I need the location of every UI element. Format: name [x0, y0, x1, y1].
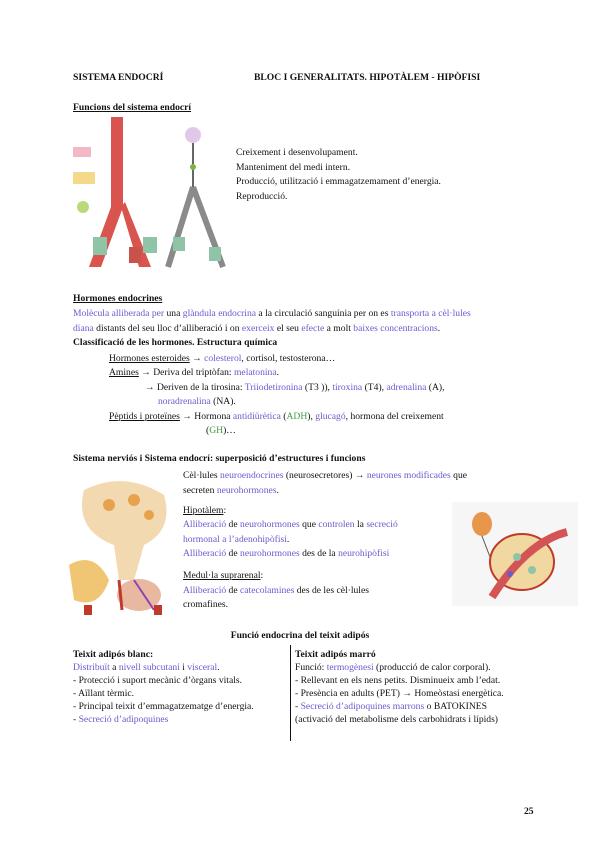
- white-adipose-line4: - Principal teixit d’emmagatzematge d’energia.: [73, 701, 254, 712]
- hypothalamus-line2: hormonal a l’adenohipòfisi.: [183, 534, 290, 545]
- function-item: Manteniment del medi intern.: [236, 162, 351, 173]
- hypothalamus-figure: [64, 470, 178, 618]
- hormone-definition-line2: diana distants del seu lloc d’alliberació i on exerceix el seu efecte a molt baixes concentracions.: [73, 323, 441, 334]
- amines-line3: noradrenalina (NA).: [158, 396, 236, 407]
- white-adipose-line1: Distribuït a nivell subcutani i visceral.: [73, 662, 220, 673]
- adrenal-medulla-line1: Alliberació de catecolamines des de les cèl·lules: [183, 585, 369, 596]
- white-adipose-title: Teixit adipós blanc:: [73, 649, 154, 660]
- endocrine-nervous-figure: [73, 117, 235, 272]
- white-adipose-line5: - Secreció d’adipoquines: [73, 714, 169, 725]
- function-item: Producció, utilització i emmagatzemament d’energia.: [236, 176, 441, 187]
- brown-adipose-line1: Funció: termogènesi (producció de calor corporal).: [295, 662, 491, 673]
- white-adipose-line2: - Protecció i suport mecànic d’òrgans vitals.: [73, 675, 243, 686]
- page-number: 25: [524, 806, 534, 817]
- neuroendocrine-line2: secreten neurohormones.: [183, 485, 279, 496]
- function-item: Creixement i desenvolupament.: [236, 147, 358, 158]
- amines-line2: → Deriven de la tirosina: Triiodetironina (T3 )), tiroxina (T4), adrenalina (A),: [145, 382, 445, 393]
- white-adipose-line3: - Aïllant tèrmic.: [73, 688, 135, 699]
- function-item: Reproducció.: [236, 191, 288, 202]
- hormone-definition-line1: Molècula alliberada per una glàndula endocrina a la circulació sanguínia per on es transporta a cèl·lules: [73, 308, 471, 319]
- peptides-line: Pèptids i proteïnes → Hormona antidiürètica (ADH), glucagó, hormona del creixement: [109, 411, 444, 422]
- peptides-line2: (GH)…: [206, 425, 236, 436]
- amines-line: Amines → Deriva del triptòfan: melatonina.: [109, 367, 279, 378]
- brown-adipose-title: Teixit adipós marró: [295, 649, 376, 660]
- adrenal-medulla-title: Medul·la suprarenal:: [183, 570, 264, 581]
- steroids-line: Hormones esteroides → colesterol, cortisol, testosterona…: [109, 353, 336, 364]
- brown-adipose-line2: - Rellevant en els nens petits. Disminueix amb l’edat.: [295, 675, 501, 686]
- hypothalamus-line1: Alliberació de neurohormones que controlen la secreció: [183, 519, 398, 530]
- brown-adipose-line5: (activació del metabolisme dels carbohidrats i lípids): [295, 714, 499, 725]
- section3-title: Sistema nerviós i Sistema endocrí: superposició d’estructures i funcions: [73, 453, 366, 464]
- column-divider: [290, 645, 291, 741]
- header-left: SISTEMA ENDOCRÍ: [73, 72, 164, 83]
- adrenal-medulla-line2: cromafines.: [183, 599, 229, 610]
- brown-adipose-line3: - Presència en adults (PET) → Homeòstasi energètica.: [295, 688, 504, 699]
- hypothalamus-line3: Alliberació de neurohormones des de la neurohipòfisi: [183, 548, 390, 559]
- brown-adipose-line4: - Secreció d’adipoquines marrons o BATOKINES: [295, 701, 487, 712]
- classification-title: Classificació de les hormones. Estructura química: [73, 337, 278, 348]
- adrenal-figure: [452, 502, 578, 606]
- section1-title: Funcions del sistema endocrí: [73, 102, 192, 113]
- header-right: BLOC I GENERALITATS. HIPOTÀLEM - HIPÒFISI: [254, 72, 481, 83]
- neuroendocrine-line1: Cèl·lules neuroendocrines (neurosecretores) → neurones modificades que: [183, 470, 468, 481]
- section2-title: Hormones endocrines: [73, 293, 163, 304]
- section4-title: Funció endocrina del teixit adipós: [230, 630, 370, 641]
- hypothalamus-title: Hipotàlem:: [183, 505, 227, 516]
